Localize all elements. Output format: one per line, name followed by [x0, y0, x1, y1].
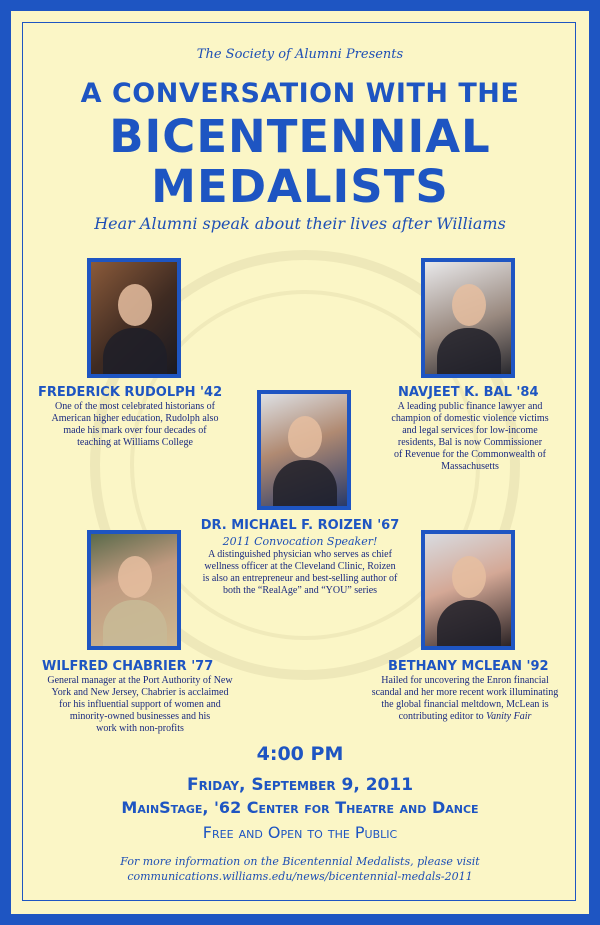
rudolph-name: FREDERICK RUDOLPH '42 — [38, 385, 223, 400]
bio-line: Hailed for uncovering the Enron financial — [381, 675, 549, 686]
bio-line: A leading public finance lawyer and — [397, 401, 543, 412]
chabrier-photo — [87, 530, 181, 650]
portrait-body — [103, 600, 167, 650]
presenter-line: The Society of Alumni Presents — [196, 47, 404, 62]
portrait-body — [437, 328, 501, 378]
bio-line: work with non-profits — [96, 723, 184, 734]
bio-line: both the “RealAge” and “YOU” series — [222, 585, 378, 596]
mclean-name: BETHANY MCLEAN '92 — [388, 659, 549, 674]
event-time: 4:00 PM — [256, 743, 344, 765]
bio-line: is also an entrepreneur and best-selling author of — [202, 573, 398, 584]
title-line-1: A CONVERSATION WITH THE — [80, 78, 520, 109]
title-line-3: MEDALISTS — [151, 160, 449, 213]
tagline: Hear Alumni speak about their lives after Williams — [94, 214, 506, 233]
roizen-photo — [257, 390, 351, 510]
bal-bio — [370, 401, 570, 473]
roizen-name: DR. MICHAEL F. ROIZEN '67 — [200, 518, 400, 533]
roizen-bio — [180, 549, 420, 597]
bio-line: wellness officer at the Cleveland Clinic, Roizen — [204, 561, 396, 572]
bio-line: champion of domestic violence victims — [391, 413, 549, 424]
rudolph-bio — [30, 401, 240, 449]
mclean-photo — [421, 530, 515, 650]
portrait-body — [273, 460, 337, 510]
rudolph-photo — [87, 258, 181, 378]
bio-line: teaching at Williams College — [77, 437, 193, 448]
event-admission: Free and Open to the Public — [202, 823, 398, 842]
portrait-head — [452, 556, 486, 598]
bio-line: minority-owned businesses and his — [69, 711, 211, 722]
roizen-note: 2011 Convocation Speaker! — [222, 535, 378, 548]
bal-name: NAVJEET K. BAL '84 — [398, 385, 539, 400]
bio-line: scandal and her more recent work illuminating — [371, 687, 559, 698]
event-date: Friday, September 9, 2011 — [186, 775, 414, 795]
more-info-text: For more information on the Bicentennial Medalists, please visit — [120, 855, 480, 868]
portrait-body — [103, 328, 167, 378]
chabrier-name: WILFRED CHABRIER '77 — [42, 659, 214, 674]
bio-line: made his mark over four decades of — [63, 425, 207, 436]
portrait-body — [437, 600, 501, 650]
portrait-head — [288, 416, 322, 458]
bio-text: contributing editor to — [398, 711, 487, 722]
portrait-head — [118, 556, 152, 598]
bio-line: York and New Jersey, Chabrier is acclaimed — [51, 687, 229, 698]
portrait-head — [452, 284, 486, 326]
bio-line: One of the most celebrated historians of — [55, 401, 215, 412]
chabrier-bio — [25, 675, 255, 735]
mclean-bio — [345, 675, 585, 723]
bal-photo — [421, 258, 515, 378]
bio-line: Massachusetts — [441, 461, 499, 472]
bio-line: A distinguished physician who serves as chief — [208, 549, 392, 560]
bio-line: and legal services for low-income — [402, 425, 538, 436]
bio-line: for his influential support of women and — [59, 699, 221, 710]
bio-line: of Revenue for the Commonwealth of — [394, 449, 546, 460]
event-venue: MainStage, '62 Center for Theatre and Dance — [121, 798, 479, 817]
more-info-url[interactable]: communications.williams.edu/news/bicentennial-medals-2011 — [127, 870, 473, 883]
magazine-title: Vanity Fair — [486, 711, 532, 722]
bio-line: American higher education, Rudolph also — [51, 413, 219, 424]
bio-line: the global financial meltdown, McLean is — [381, 699, 549, 710]
bio-line: residents, Bal is now Commissioner — [397, 437, 543, 448]
portrait-head — [118, 284, 152, 326]
bio-line: General manager at the Port Authority of New — [47, 675, 233, 686]
bio-line — [345, 711, 585, 723]
title-line-2: BICENTENNIAL — [109, 110, 491, 163]
